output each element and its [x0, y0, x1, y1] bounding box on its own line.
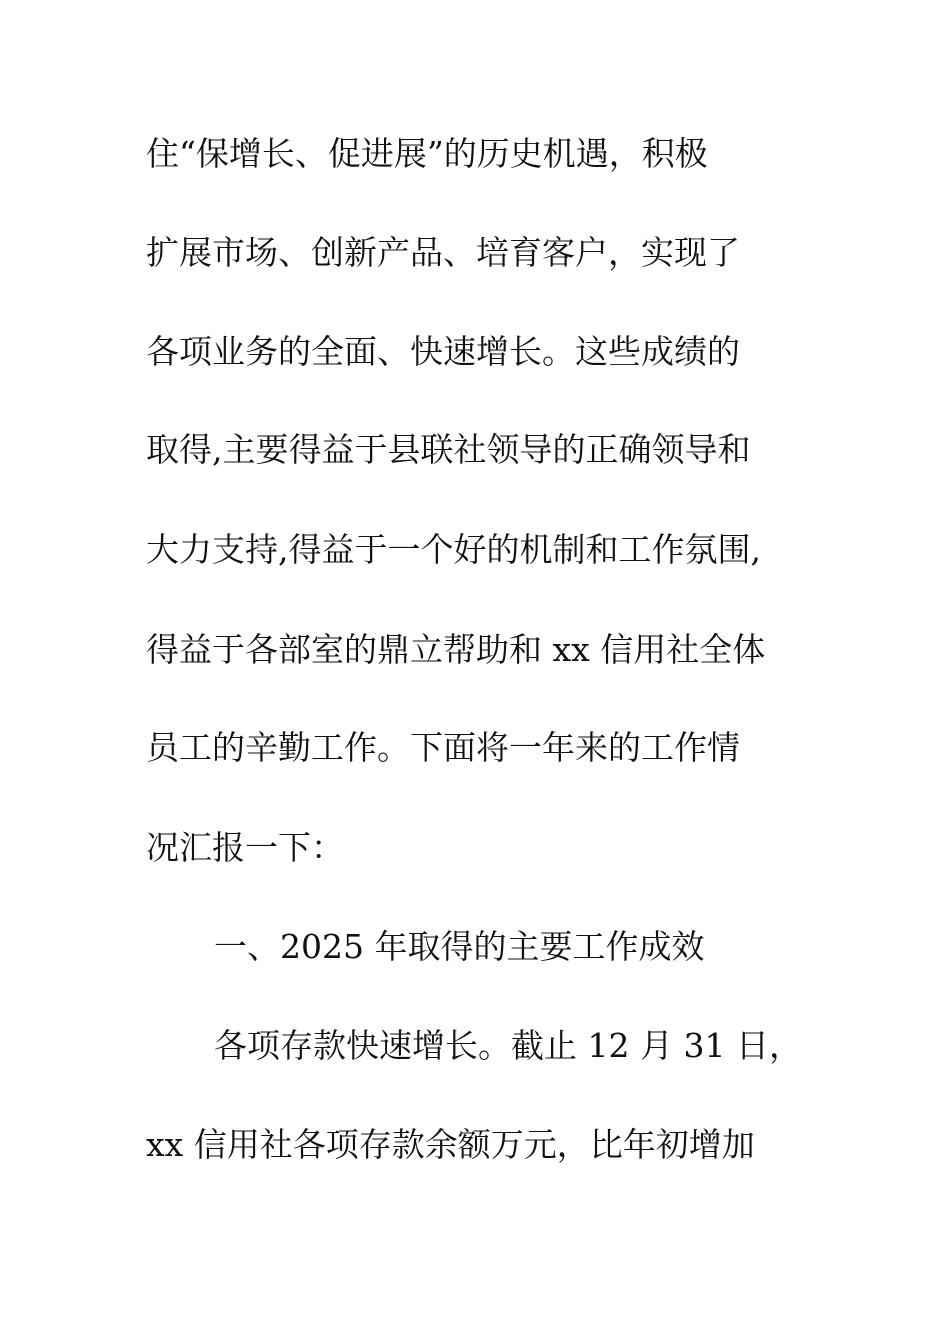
- body-text-line: 况汇报一下：: [146, 828, 344, 867]
- body-text-line: 大力支持,得益于一个好的机制和工作氛围,: [146, 530, 761, 569]
- paragraph-first-line: 各项存款快速增长。截止 12 月 31 日，: [214, 1026, 802, 1065]
- body-text-line: 员工的辛勤工作。下面将一年来的工作情: [146, 728, 740, 767]
- section-heading: 一、2025 年取得的主要工作成效: [214, 927, 705, 966]
- body-text-line: 各项业务的全面、快速增长。这些成绩的: [146, 332, 740, 371]
- body-text-line: 扩展市场、创新产品、培育客户，实现了: [146, 233, 740, 272]
- body-text-line: 得益于各部室的鼎立帮助和 xx 信用社全体: [146, 630, 766, 669]
- body-text-line: 住“保增长、促进展”的历史机遇，积极: [146, 134, 708, 173]
- body-text-line: xx 信用社各项存款余额万元，比年初增加: [146, 1125, 755, 1164]
- body-text-line: 取得,主要得益于县联社领导的正确领导和: [146, 430, 751, 469]
